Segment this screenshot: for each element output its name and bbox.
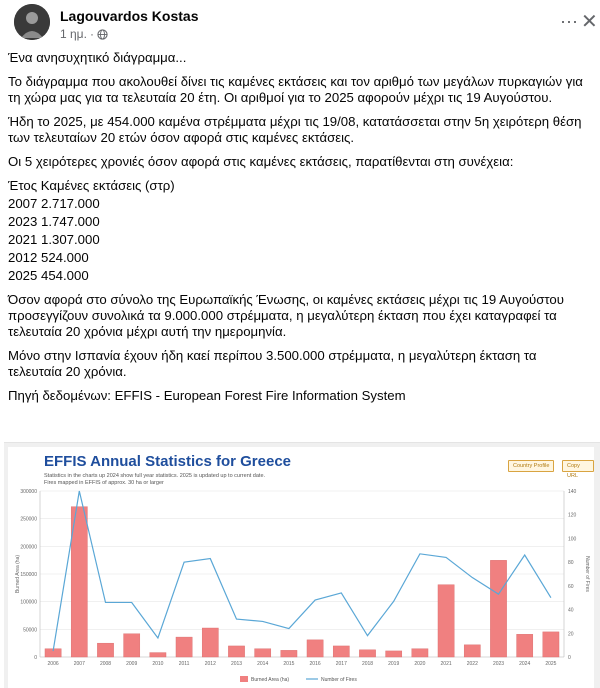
copy-url-button[interactable]: Copy URL — [562, 460, 594, 472]
x-tick-label: 2021 — [440, 661, 452, 667]
x-tick-label: 2012 — [204, 661, 216, 667]
y-axis-title-left: Burned Area (ha) — [15, 554, 21, 594]
post-paragraph: Οι 5 χειρότερες χρονιές όσον αφορά στις καμένες εκτάσεις, παρατίθενται στη συνέχεια: — [8, 154, 514, 169]
attached-chart-image[interactable] — [4, 442, 600, 688]
bar — [412, 649, 428, 657]
y-tick-label-left: 50000 — [23, 627, 37, 634]
bar — [281, 650, 297, 657]
chart-subtitle-line: Fires mapped in EFFIS of approx. 30 ha or larger — [44, 480, 164, 486]
post-paragraph: Ήδη το 2025, με 454.000 καμένα στρέμματα μέχρι τις 19/08, κατατάσσεται στην 5η χειρότερη θέση των τελευταίων 20 ετών όσον αφορά στις καμένες εκτάσεις. — [8, 114, 582, 145]
x-tick-label: 2009 — [126, 661, 138, 667]
list-item: 2021 1.307.000 — [8, 232, 100, 247]
y-axis-title-right: Number of Fires — [584, 556, 590, 592]
post-paragraph: Όσον αφορά στο σύνολο της Ευρωπαϊκής Ένωσης, οι καμένες εκτάσεις μέχρι τις 19 Αυγούστου προσεγγίζουν συνολικά τα 9.000.000 στρέμματα, η μεγαλύτερη έκταση που έχει καταγραφεί τα τελευταία 20 χρόνια μέχρι αυτή την ημερομηνία. — [8, 292, 564, 339]
x-tick-label: 2020 — [414, 661, 426, 667]
x-tick-label: 2016 — [309, 661, 321, 667]
x-tick-label: 2010 — [152, 661, 164, 667]
y-tick-label-left: 100000 — [20, 599, 37, 606]
post-paragraph: Το διάγραμμα που ακολουθεί δίνει τις καμένες εκτάσεις και τον αριθμό των μεγάλων πυρκαγιών για τη χώρα μας για τα τελευταία 20 έτη. Οι αριθμοί για το 2025 αφορούν μέχρι τις 19 Αυγούστου. — [8, 74, 583, 105]
y-tick-label-right: 60 — [568, 583, 574, 590]
x-tick-label: 2019 — [388, 661, 400, 667]
series-line — [53, 491, 551, 651]
list-item: 2007 2.717.000 — [8, 196, 100, 211]
y-tick-label-right: 140 — [568, 489, 577, 495]
chart-title: EFFIS Annual Statistics for Greece — [44, 453, 292, 470]
y-tick-label-right: 20 — [568, 631, 574, 638]
country-profile-button[interactable]: Country Profile — [508, 460, 554, 472]
post-body — [8, 50, 594, 412]
bar — [543, 632, 559, 657]
bar — [150, 653, 166, 657]
post-paragraph: Πηγή δεδομένων: EFFIS - European Forest Fire Information System — [8, 388, 406, 403]
legend-swatch-bar — [240, 676, 248, 682]
more-options-icon[interactable]: ⋯ — [560, 12, 579, 32]
y-tick-label-left: 0 — [34, 655, 37, 661]
avatar[interactable] — [14, 4, 50, 40]
bar — [255, 649, 271, 657]
bar — [202, 628, 218, 657]
list-item: 2012 524.000 — [8, 250, 89, 265]
legend-label: Burned Area (ha) — [251, 677, 290, 683]
y-tick-label-left: 250000 — [20, 516, 37, 523]
chart-subtitle-line: Statistics in the charts up 2024 show full year statistics. 2025 is updated up to current date. — [44, 473, 266, 479]
author-name[interactable]: Lagouvardos Kostas — [60, 8, 199, 24]
x-tick-label: 2022 — [466, 661, 478, 667]
x-tick-label: 2006 — [47, 661, 59, 667]
y-tick-label-right: 120 — [568, 512, 577, 519]
y-tick-label-left: 200000 — [20, 544, 37, 551]
post-time[interactable]: 1 ημ. — [60, 27, 87, 41]
y-tick-label-right: 40 — [568, 607, 574, 614]
globe-icon — [97, 29, 108, 40]
list-header: Έτος Καμένες εκτάσεις (στρ) — [8, 178, 175, 193]
chart-panel — [8, 447, 594, 688]
meta-separator: · — [89, 27, 94, 41]
y-tick-label-right: 0 — [568, 655, 571, 661]
burned-area-list — [8, 178, 594, 284]
y-tick-label-right: 100 — [568, 536, 577, 543]
bar — [359, 650, 375, 657]
list-item: 2023 1.747.000 — [8, 214, 100, 229]
y-tick-label-left: 300000 — [20, 489, 37, 495]
bar — [124, 634, 140, 657]
bar — [307, 640, 323, 657]
x-tick-label: 2014 — [257, 661, 269, 667]
legend-label: Number of Fires — [321, 677, 357, 683]
chart-plot — [8, 447, 594, 688]
bar — [97, 643, 113, 657]
post-paragraph: Ένα ανησυχητικό διάγραμμα... — [8, 50, 187, 65]
x-tick-label: 2023 — [492, 661, 505, 667]
x-tick-label: 2011 — [178, 661, 190, 667]
post-meta — [60, 27, 108, 41]
x-tick-label: 2015 — [283, 661, 295, 667]
bar — [490, 560, 506, 657]
list-item: 2025 454.000 — [8, 268, 89, 283]
x-tick-label: 2007 — [73, 661, 85, 667]
y-tick-label-right: 80 — [568, 560, 574, 567]
close-icon[interactable]: ✕ — [581, 11, 598, 33]
bar — [333, 646, 349, 657]
post-paragraph: Μόνο στην Ισπανία έχουν ήδη καεί περίπου 3.500.000 στρέμματα, η μεγαλύτερη έκταση τα τελευταία 20 χρόνια. — [8, 348, 537, 379]
bar — [438, 585, 454, 657]
x-tick-label: 2025 — [545, 661, 557, 667]
x-tick-label: 2018 — [361, 661, 374, 667]
bar — [517, 634, 533, 657]
x-tick-label: 2024 — [519, 661, 531, 667]
bar — [176, 637, 192, 657]
x-tick-label: 2008 — [99, 661, 112, 667]
y-tick-label-left: 150000 — [20, 572, 37, 578]
profile-picture — [14, 4, 50, 40]
x-tick-label: 2017 — [335, 661, 347, 667]
bar — [464, 645, 480, 657]
post-header — [0, 0, 600, 44]
bar — [228, 646, 244, 657]
bar — [386, 651, 402, 657]
x-tick-label: 2013 — [230, 661, 243, 667]
